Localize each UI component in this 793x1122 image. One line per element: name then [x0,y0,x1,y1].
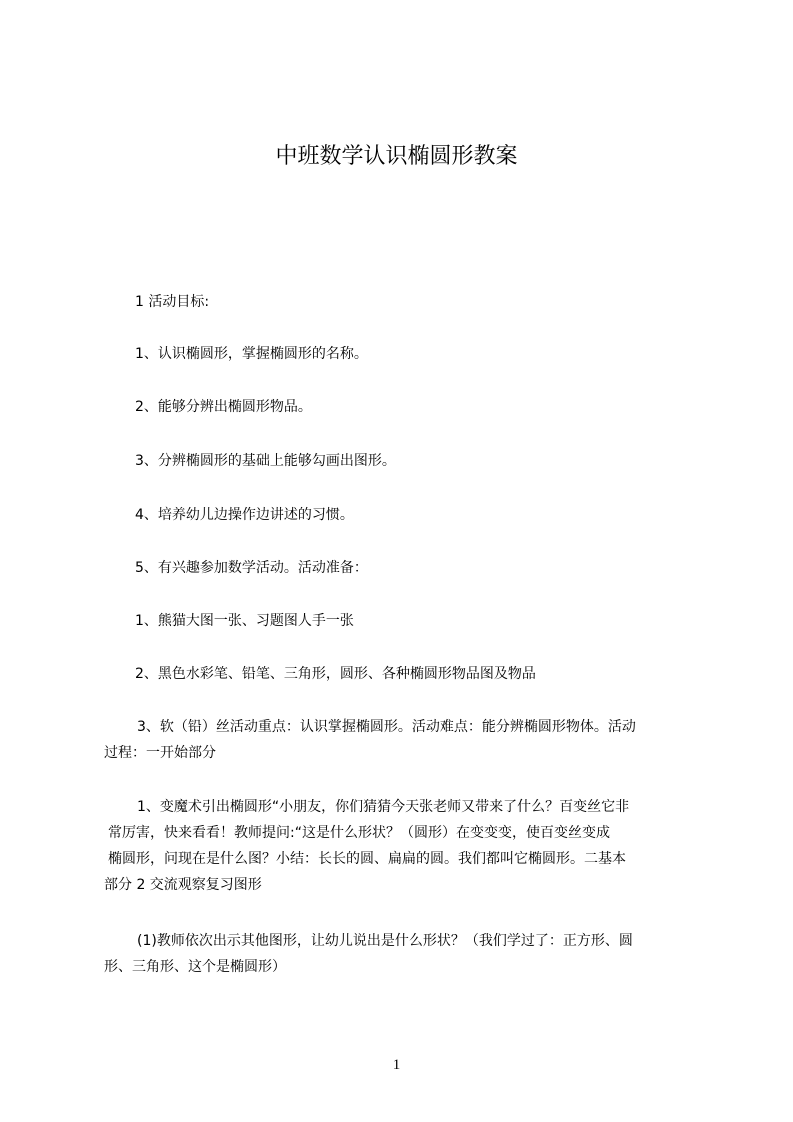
paragraph-line: 常厉害，快来看看！教师提问:“这是什么形状？（圆形）在变变变，使百变丝变成 [108,825,610,841]
preparation-item-1 [135,608,745,634]
page-number: 1 [392,1057,401,1073]
paragraph-line: 5、有兴趣参加数学活动。活动准备： [135,560,368,576]
paragraph-line: 3、分辨椭圆形的基础上能够勾画出图形。 [135,453,396,469]
paragraph-line: 1、变魔术引出椭圆形“小朋友，你们猜猜今天张老师又带来了什么？百变丝它非 [137,799,630,815]
goal-item-2 [135,394,745,420]
process-paragraph-1 [104,794,714,898]
paragraph-line: 1、认识椭圆形，掌握椭圆形的名称。 [135,346,368,362]
paragraph-line: 3、软（铅）丝活动重点：认识掌握椭圆形。活动难点：能分辨椭圆形物体。活动 [137,719,636,735]
paragraph-line: 形、三角形、这个是椭圆形） [104,959,286,975]
document-title: 中班数学认识椭圆形教案 [275,144,518,169]
paragraph-line: 部分 2 交流观察复习图形 [104,877,262,893]
paragraph-line: 2、黑色水彩笔、铅笔、三角形，圆形、各种椭圆形物品图及物品 [135,666,536,682]
paragraph-line: (1)教师依次出示其他图形，让幼儿说出是什么形状？（我们学过了：正方形、圆 [137,933,633,949]
paragraph-line: 4、培养幼儿边操作边讲述的习惯。 [135,507,354,523]
paragraph-line: 2、能够分辨出椭圆形物品。 [135,399,312,415]
goal-item-4 [135,502,745,528]
paragraph-line: 1、熊猫大图一张、习题图人手一张 [135,613,354,629]
preparation-item-3 [104,714,714,766]
process-paragraph-2 [104,928,714,980]
section-heading-activity-goals [135,289,745,315]
paragraph-line: 椭圆形，问现在是什么图？小结：长长的圆、扁扁的圆。我们都叫它椭圆形。二基本 [108,851,626,867]
goal-item-3 [135,448,745,474]
preparation-item-2 [135,661,745,687]
goal-item-5 [135,555,745,581]
goal-item-1 [135,341,745,367]
paragraph-line: 1 活动目标: [135,294,210,310]
paragraph-line: 过程：一开始部分 [104,745,216,761]
